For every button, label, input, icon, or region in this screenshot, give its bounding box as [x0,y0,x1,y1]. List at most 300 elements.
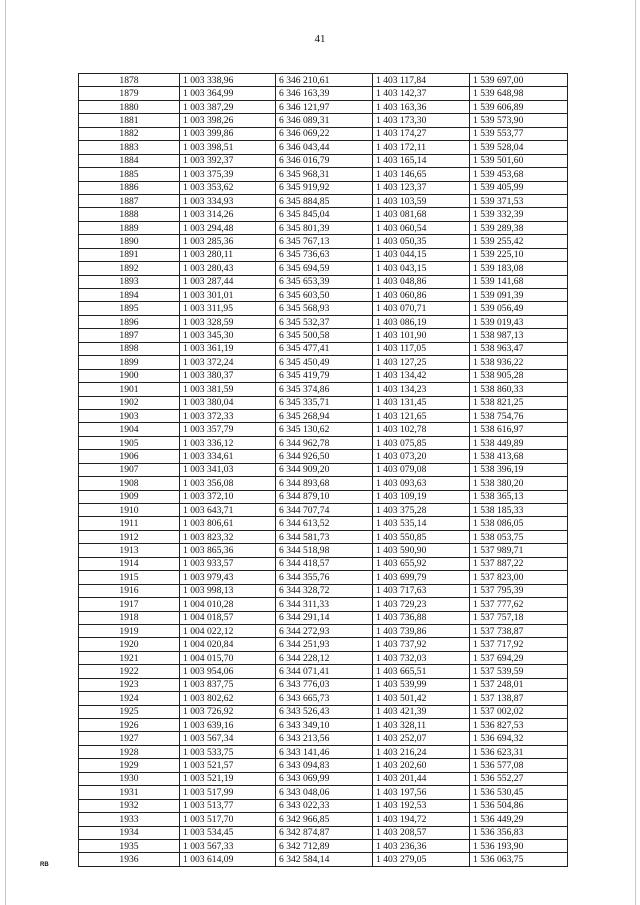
table-row [79,329,568,342]
year-cell: 1931 [79,786,180,799]
value-cell-3: 1 403 550,85 [373,530,470,543]
table-row [79,517,568,530]
year-cell: 1924 [79,692,180,705]
value-cell-2: 6 342 712,89 [276,839,373,852]
table-row [79,504,568,517]
year-cell: 1894 [79,289,180,302]
value-cell-4: 1 536 449,29 [470,813,568,826]
value-cell-3: 1 403 134,42 [373,369,470,382]
value-cell-1: 1 003 280,11 [180,248,276,261]
value-cell-1: 1 003 314,26 [180,208,276,221]
value-cell-4: 1 538 053,75 [470,530,568,543]
value-cell-2: 6 343 048,06 [276,786,373,799]
value-cell-1: 1 003 802,62 [180,692,276,705]
value-cell-1: 1 003 341,03 [180,463,276,476]
value-cell-4: 1 537 777,62 [470,598,568,611]
value-cell-4: 1 539 528,04 [470,141,568,154]
table-row [79,315,568,328]
table-row [79,732,568,745]
footer-mark: RB [40,862,49,868]
year-cell: 1927 [79,732,180,745]
value-cell-4: 1 537 539,59 [470,665,568,678]
value-cell-2: 6 343 665,73 [276,692,373,705]
value-cell-2: 6 345 845,04 [276,208,373,221]
table-row [79,571,568,584]
value-cell-2: 6 346 121,97 [276,100,373,113]
value-cell-1: 1 003 387,29 [180,100,276,113]
value-cell-3: 1 403 093,63 [373,477,470,490]
value-cell-3: 1 403 044,15 [373,248,470,261]
value-cell-1: 1 003 372,24 [180,356,276,369]
table-row [79,181,568,194]
value-cell-3: 1 403 117,84 [373,74,470,87]
value-cell-2: 6 343 022,33 [276,799,373,812]
table-row [79,302,568,315]
value-cell-4: 1 536 623,31 [470,745,568,758]
value-cell-3: 1 403 109,19 [373,490,470,503]
value-cell-3: 1 403 123,37 [373,181,470,194]
value-cell-1: 1 003 334,93 [180,194,276,207]
value-cell-3: 1 403 197,56 [373,786,470,799]
value-cell-2: 6 342 584,14 [276,853,373,866]
table-row [79,383,568,396]
value-cell-1: 1 003 372,10 [180,490,276,503]
value-cell-3: 1 403 081,68 [373,208,470,221]
value-cell-2: 6 344 962,78 [276,436,373,449]
value-cell-3: 1 403 655,92 [373,557,470,570]
value-cell-1: 1 003 334,61 [180,450,276,463]
value-cell-4: 1 537 717,92 [470,638,568,651]
value-cell-3: 1 403 060,86 [373,289,470,302]
value-cell-1: 1 003 998,13 [180,584,276,597]
value-cell-2: 6 343 526,43 [276,705,373,718]
year-cell: 1906 [79,450,180,463]
value-cell-3: 1 403 736,88 [373,611,470,624]
value-cell-4: 1 536 530,45 [470,786,568,799]
value-cell-1: 1 003 375,39 [180,168,276,181]
year-cell: 1903 [79,409,180,422]
value-cell-3: 1 403 103,59 [373,194,470,207]
year-cell: 1922 [79,665,180,678]
value-cell-3: 1 403 165,14 [373,154,470,167]
value-cell-4: 1 536 356,83 [470,826,568,839]
value-cell-1: 1 003 517,70 [180,813,276,826]
value-cell-1: 1 003 357,79 [180,423,276,436]
value-cell-3: 1 403 121,65 [373,409,470,422]
value-cell-4: 1 537 738,87 [470,624,568,637]
value-cell-2: 6 345 268,94 [276,409,373,422]
value-cell-1: 1 003 979,43 [180,571,276,584]
year-cell: 1920 [79,638,180,651]
value-cell-2: 6 344 251,93 [276,638,373,651]
year-cell: 1929 [79,759,180,772]
value-cell-2: 6 344 893,68 [276,477,373,490]
value-cell-2: 6 346 069,22 [276,127,373,140]
year-cell: 1910 [79,504,180,517]
value-cell-2: 6 342 874,87 [276,826,373,839]
value-cell-4: 1 538 987,13 [470,329,568,342]
table-row [79,544,568,557]
table-row [79,423,568,436]
value-cell-4: 1 537 248,01 [470,678,568,691]
value-cell-1: 1 003 380,37 [180,369,276,382]
table-row [79,396,568,409]
value-cell-4: 1 536 063,75 [470,853,568,866]
value-cell-2: 6 343 069,99 [276,772,373,785]
value-cell-1: 1 003 521,19 [180,772,276,785]
value-cell-3: 1 403 590,90 [373,544,470,557]
year-cell: 1925 [79,705,180,718]
table-row [79,127,568,140]
value-cell-1: 1 003 933,57 [180,557,276,570]
value-cell-1: 1 003 364,99 [180,87,276,100]
value-cell-4: 1 538 396,19 [470,463,568,476]
value-cell-2: 6 344 291,14 [276,611,373,624]
value-cell-2: 6 344 272,93 [276,624,373,637]
table-row [79,759,568,772]
value-cell-4: 1 539 606,89 [470,100,568,113]
value-cell-3: 1 403 131,45 [373,396,470,409]
value-cell-3: 1 403 073,20 [373,450,470,463]
value-cell-2: 6 345 419,79 [276,369,373,382]
value-cell-3: 1 403 279,05 [373,853,470,866]
year-cell: 1884 [79,154,180,167]
value-cell-4: 1 538 754,76 [470,409,568,422]
value-cell-1: 1 003 380,04 [180,396,276,409]
value-cell-1: 1 004 020,84 [180,638,276,651]
value-cell-4: 1 536 577,08 [470,759,568,772]
value-cell-1: 1 003 643,71 [180,504,276,517]
value-cell-4: 1 536 504,86 [470,799,568,812]
year-cell: 1935 [79,839,180,852]
value-cell-3: 1 403 043,15 [373,262,470,275]
year-cell: 1885 [79,168,180,181]
value-cell-1: 1 003 399,86 [180,127,276,140]
value-cell-3: 1 403 216,24 [373,745,470,758]
year-cell: 1890 [79,235,180,248]
year-cell: 1905 [79,436,180,449]
value-cell-4: 1 537 694,29 [470,651,568,664]
year-cell: 1911 [79,517,180,530]
value-cell-1: 1 003 954,06 [180,665,276,678]
value-cell-2: 6 345 736,63 [276,248,373,261]
value-cell-4: 1 538 185,33 [470,504,568,517]
table-row [79,853,568,866]
year-cell: 1887 [79,194,180,207]
value-cell-2: 6 343 213,56 [276,732,373,745]
year-cell: 1933 [79,813,180,826]
value-cell-1: 1 003 287,44 [180,275,276,288]
value-cell-4: 1 538 449,89 [470,436,568,449]
value-cell-1: 1 003 513,77 [180,799,276,812]
value-cell-4: 1 539 183,08 [470,262,568,275]
value-cell-1: 1 004 010,28 [180,598,276,611]
year-cell: 1898 [79,342,180,355]
value-cell-2: 6 344 707,74 [276,504,373,517]
value-cell-4: 1 537 138,87 [470,692,568,705]
year-cell: 1904 [79,423,180,436]
value-cell-1: 1 003 361,19 [180,342,276,355]
table-row [79,208,568,221]
value-cell-1: 1 003 806,61 [180,517,276,530]
page-edge-left [5,0,6,905]
value-cell-2: 6 344 228,12 [276,651,373,664]
value-cell-4: 1 536 694,32 [470,732,568,745]
value-cell-3: 1 403 102,78 [373,423,470,436]
value-cell-4: 1 536 827,53 [470,719,568,732]
value-cell-1: 1 003 294,48 [180,221,276,234]
value-cell-3: 1 403 075,85 [373,436,470,449]
value-cell-3: 1 403 142,37 [373,87,470,100]
year-cell: 1936 [79,853,180,866]
table-row [79,248,568,261]
value-cell-2: 6 345 919,92 [276,181,373,194]
year-cell: 1926 [79,719,180,732]
table-row [79,141,568,154]
value-cell-4: 1 539 141,68 [470,275,568,288]
year-cell: 1892 [79,262,180,275]
value-cell-2: 6 342 966,85 [276,813,373,826]
value-cell-2: 6 344 328,72 [276,584,373,597]
table-row [79,624,568,637]
table-row [79,74,568,87]
year-cell: 1889 [79,221,180,234]
year-cell: 1902 [79,396,180,409]
value-cell-3: 1 403 665,51 [373,665,470,678]
value-cell-1: 1 004 022,12 [180,624,276,637]
year-cell: 1930 [79,772,180,785]
value-cell-2: 6 345 968,31 [276,168,373,181]
table-row [79,154,568,167]
value-cell-2: 6 346 016,79 [276,154,373,167]
value-cell-3: 1 403 201,44 [373,772,470,785]
value-cell-4: 1 538 821,25 [470,396,568,409]
value-cell-2: 6 345 477,41 [276,342,373,355]
year-cell: 1916 [79,584,180,597]
value-cell-1: 1 003 338,96 [180,74,276,87]
value-cell-4: 1 538 936,22 [470,356,568,369]
year-cell: 1909 [79,490,180,503]
table-row [79,490,568,503]
value-cell-3: 1 403 192,53 [373,799,470,812]
year-cell: 1908 [79,477,180,490]
value-cell-1: 1 003 311,95 [180,302,276,315]
value-cell-4: 1 538 860,33 [470,383,568,396]
value-cell-2: 6 346 089,31 [276,114,373,127]
value-cell-4: 1 539 332,39 [470,208,568,221]
value-cell-3: 1 403 739,86 [373,624,470,637]
table-row [79,194,568,207]
value-cell-1: 1 003 392,37 [180,154,276,167]
table-row [79,557,568,570]
value-cell-4: 1 538 616,97 [470,423,568,436]
value-cell-3: 1 403 050,35 [373,235,470,248]
year-cell: 1891 [79,248,180,261]
value-cell-2: 6 344 879,10 [276,490,373,503]
table-row [79,651,568,664]
value-cell-3: 1 403 079,08 [373,463,470,476]
table-row [79,839,568,852]
value-cell-4: 1 537 757,18 [470,611,568,624]
table-row [79,463,568,476]
value-cell-3: 1 403 172,11 [373,141,470,154]
value-cell-1: 1 003 567,34 [180,732,276,745]
table-row [79,87,568,100]
value-cell-1: 1 003 336,12 [180,436,276,449]
value-cell-2: 6 345 335,71 [276,396,373,409]
year-cell: 1886 [79,181,180,194]
year-cell: 1879 [79,87,180,100]
value-cell-3: 1 403 375,28 [373,504,470,517]
value-cell-1: 1 004 015,70 [180,651,276,664]
table-row [79,813,568,826]
value-cell-2: 6 346 210,61 [276,74,373,87]
table-row [79,436,568,449]
value-cell-4: 1 537 989,71 [470,544,568,557]
value-cell-1: 1 003 614,09 [180,853,276,866]
value-cell-2: 6 344 909,20 [276,463,373,476]
value-cell-1: 1 003 398,26 [180,114,276,127]
table-row [79,477,568,490]
value-cell-3: 1 403 501,42 [373,692,470,705]
value-cell-2: 6 344 926,50 [276,450,373,463]
value-cell-3: 1 403 048,86 [373,275,470,288]
value-cell-2: 6 345 694,59 [276,262,373,275]
value-cell-3: 1 403 236,36 [373,839,470,852]
value-cell-1: 1 003 534,45 [180,826,276,839]
table-row [79,705,568,718]
value-cell-4: 1 538 413,68 [470,450,568,463]
value-cell-1: 1 004 018,57 [180,611,276,624]
table-row [79,799,568,812]
year-cell: 1901 [79,383,180,396]
value-cell-4: 1 538 380,20 [470,477,568,490]
table-row [79,168,568,181]
value-cell-2: 6 344 355,76 [276,571,373,584]
value-cell-2: 6 344 613,52 [276,517,373,530]
value-cell-2: 6 345 884,85 [276,194,373,207]
value-cell-2: 6 343 141,46 [276,745,373,758]
value-cell-3: 1 403 060,54 [373,221,470,234]
value-cell-2: 6 345 532,37 [276,315,373,328]
value-cell-4: 1 539 648,98 [470,87,568,100]
value-cell-4: 1 539 371,53 [470,194,568,207]
year-cell: 1932 [79,799,180,812]
value-cell-4: 1 538 086,05 [470,517,568,530]
year-cell: 1882 [79,127,180,140]
value-cell-4: 1 539 453,68 [470,168,568,181]
value-cell-3: 1 403 699,79 [373,571,470,584]
year-cell: 1915 [79,571,180,584]
value-cell-1: 1 003 345,30 [180,329,276,342]
table-row [79,772,568,785]
value-cell-1: 1 003 356,08 [180,477,276,490]
value-cell-3: 1 403 117,05 [373,342,470,355]
year-cell: 1918 [79,611,180,624]
value-cell-3: 1 403 101,90 [373,329,470,342]
year-cell: 1934 [79,826,180,839]
year-cell: 1895 [79,302,180,315]
year-cell: 1923 [79,678,180,691]
value-cell-1: 1 003 398,51 [180,141,276,154]
table-row [79,611,568,624]
value-cell-2: 6 345 500,58 [276,329,373,342]
value-cell-4: 1 539 056,49 [470,302,568,315]
year-cell: 1896 [79,315,180,328]
value-cell-2: 6 343 349,10 [276,719,373,732]
value-cell-1: 1 003 533,75 [180,745,276,758]
value-cell-3: 1 403 717,63 [373,584,470,597]
page-edge-right [635,0,636,905]
table-row [79,100,568,113]
value-cell-2: 6 345 450,49 [276,356,373,369]
table-row [79,450,568,463]
value-cell-1: 1 003 381,59 [180,383,276,396]
table-row [79,235,568,248]
year-cell: 1921 [79,651,180,664]
value-cell-1: 1 003 639,16 [180,719,276,732]
value-cell-1: 1 003 726,92 [180,705,276,718]
value-cell-4: 1 539 289,38 [470,221,568,234]
value-cell-2: 6 344 071,41 [276,665,373,678]
value-cell-3: 1 403 163,36 [373,100,470,113]
value-cell-4: 1 539 091,39 [470,289,568,302]
value-cell-2: 6 345 653,39 [276,275,373,288]
value-cell-2: 6 343 776,03 [276,678,373,691]
value-cell-1: 1 003 823,32 [180,530,276,543]
table-row [79,342,568,355]
value-cell-4: 1 539 501,60 [470,154,568,167]
value-cell-4: 1 538 365,13 [470,490,568,503]
value-cell-4: 1 539 405,99 [470,181,568,194]
value-cell-3: 1 403 146,65 [373,168,470,181]
value-cell-3: 1 403 328,11 [373,719,470,732]
value-cell-4: 1 539 225,10 [470,248,568,261]
year-cell: 1897 [79,329,180,342]
value-cell-2: 6 345 801,39 [276,221,373,234]
value-cell-1: 1 003 301,01 [180,289,276,302]
table-row [79,409,568,422]
value-cell-2: 6 345 603,50 [276,289,373,302]
value-cell-4: 1 539 697,00 [470,74,568,87]
value-cell-2: 6 346 163,39 [276,87,373,100]
value-cell-4: 1 537 823,00 [470,571,568,584]
value-cell-2: 6 344 581,73 [276,530,373,543]
table-row [79,369,568,382]
table-row [79,530,568,543]
value-cell-4: 1 536 552,27 [470,772,568,785]
value-cell-3: 1 403 535,14 [373,517,470,530]
table-row [79,289,568,302]
table-row [79,692,568,705]
value-cell-3: 1 403 252,07 [373,732,470,745]
value-cell-3: 1 403 174,27 [373,127,470,140]
table-row [79,719,568,732]
value-cell-1: 1 003 280,43 [180,262,276,275]
value-cell-3: 1 403 737,92 [373,638,470,651]
value-cell-3: 1 403 194,72 [373,813,470,826]
year-cell: 1912 [79,530,180,543]
table-row [79,826,568,839]
value-cell-1: 1 003 837,75 [180,678,276,691]
value-cell-3: 1 403 539,99 [373,678,470,691]
year-cell: 1893 [79,275,180,288]
value-cell-4: 1 537 002,02 [470,705,568,718]
table-row [79,598,568,611]
value-cell-4: 1 539 255,42 [470,235,568,248]
value-cell-2: 6 344 518,98 [276,544,373,557]
value-cell-3: 1 403 729,23 [373,598,470,611]
